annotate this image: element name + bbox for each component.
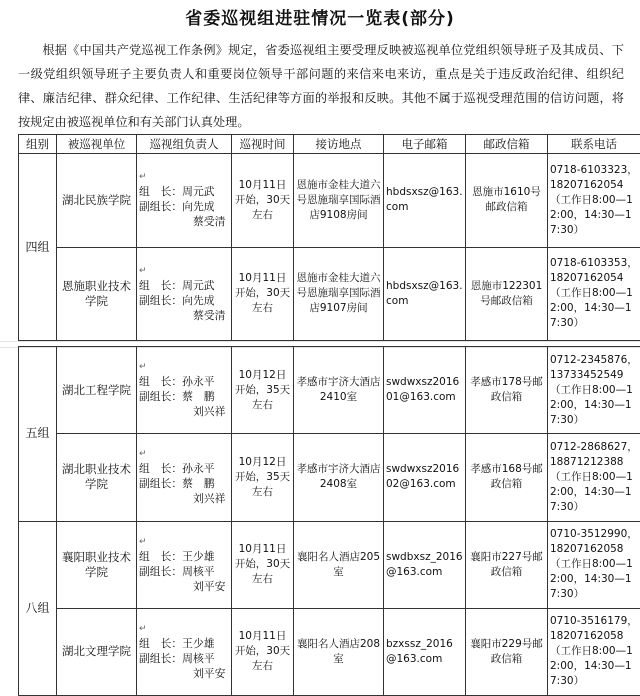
email-address: hbdsxsz@163.com <box>384 247 466 341</box>
contact-phone: 0718-6103353，18207162054（工作日8:00—12:00，14:30—17:30） <box>548 247 640 341</box>
reception-location: 孝感市宇济大酒店2408室 <box>294 434 384 521</box>
return-mark-icon: ↵ <box>139 449 147 460</box>
leader-cell <box>137 347 232 434</box>
leader-deputy: 副组长：蔡 鹏 <box>139 390 215 404</box>
group-name: 四组 <box>19 154 57 341</box>
leader-cell <box>137 521 232 608</box>
header-email: 电子邮箱 <box>384 135 466 154</box>
email-address: swdwxsz201602@163.com <box>384 434 466 521</box>
leader-deputy-2: 刘平安 <box>193 579 226 593</box>
group-name: 八组 <box>19 521 57 696</box>
header-unit: 被巡视单位 <box>57 135 137 154</box>
email-address: hbdsxsz@163.com <box>384 154 466 248</box>
reception-location: 襄阳名人酒店208室 <box>294 608 384 695</box>
inspection-time: 10月12日开始，35天左右 <box>232 347 294 434</box>
unit-name: 襄阳职业技术学院 <box>57 521 137 608</box>
reception-location: 恩施市金桂大道六号恩施瑞享国际酒店9107房间 <box>294 247 384 341</box>
reception-location: 襄阳名人酒店205室 <box>294 521 384 608</box>
inspection-time: 10月11日开始，30天左右 <box>232 608 294 695</box>
table-row <box>19 521 640 608</box>
contact-phone: 0710-3512990，18207162058（工作日8:00—12:00，14:30—17:30） <box>548 521 640 608</box>
leader-chief: 组 长：王少雄 <box>139 636 215 650</box>
po-box: 襄阳市227号邮政信箱 <box>466 521 548 608</box>
header-phone: 联系电话 <box>548 135 640 154</box>
leader-deputy: 副组长：周核平 <box>139 651 215 665</box>
return-mark-icon: ↵ <box>139 536 147 547</box>
table-row <box>19 154 640 248</box>
header-location: 接访地点 <box>294 135 384 154</box>
return-mark-icon: ↵ <box>139 362 147 373</box>
reception-location: 恩施市金桂大道六号恩施瑞享国际酒店9108房间 <box>294 154 384 248</box>
table-row <box>19 434 640 521</box>
unit-name: 恩施职业技术学院 <box>57 247 137 341</box>
leader-chief: 组 长：孙永平 <box>139 462 215 476</box>
leader-deputy-2: 蔡受清 <box>193 215 226 229</box>
leader-cell <box>137 608 232 695</box>
po-box: 恩施市122301号邮政信箱 <box>466 247 548 341</box>
unit-name: 湖北工程学院 <box>57 347 137 434</box>
po-box: 孝感市168号邮政信箱 <box>466 434 548 521</box>
unit-name: 湖北职业技术学院 <box>57 434 137 521</box>
inspection-time: 10月11日开始，30天左右 <box>232 154 294 248</box>
po-box: 孝感市178号邮政信箱 <box>466 347 548 434</box>
return-mark-icon: ↵ <box>139 265 147 276</box>
contact-phone: 0712-2345876，13733452549（工作日8:00—12:00，14:30—17:30） <box>548 347 640 434</box>
leader-deputy-2: 刘兴祥 <box>193 492 226 506</box>
return-mark-icon: ↵ <box>139 623 147 634</box>
header-group: 组别 <box>19 135 57 154</box>
document-title: 省委巡视组进驻情况一览表(部分) <box>185 9 455 29</box>
header-time: 巡视时间 <box>232 135 294 154</box>
contact-phone: 0712-2868627，18871212388（工作日8:00—12:00，14:30—17:30） <box>548 434 640 521</box>
unit-name: 湖北民族学院 <box>57 154 137 248</box>
leader-deputy-2: 刘平安 <box>193 666 226 680</box>
leader-cell <box>137 247 232 341</box>
inspection-time: 10月12日开始，35天左右 <box>232 434 294 521</box>
unit-name: 湖北文理学院 <box>57 608 137 695</box>
leader-deputy: 副组长：向先成 <box>139 293 215 307</box>
email-address: bzxssz_2016@163.com <box>384 608 466 695</box>
table-row <box>19 608 640 695</box>
table-header-row <box>19 135 640 154</box>
contact-phone: 0710-3516179，18207162058（工作日8:00—12:00，14:30—17:30） <box>548 608 640 695</box>
leader-deputy: 副组长：周核平 <box>139 564 215 578</box>
leader-chief: 组 长：周元武 <box>139 278 215 292</box>
leader-deputy: 副组长：向先成 <box>139 200 215 214</box>
email-address: swdbxsz_2016@163.com <box>384 521 466 608</box>
po-box: 襄阳市229号邮政信箱 <box>466 608 548 695</box>
leader-cell <box>137 434 232 521</box>
leader-deputy-2: 刘兴祥 <box>193 405 226 419</box>
leader-chief: 组 长：周元武 <box>139 185 215 199</box>
reception-location: 孝感市宇济大酒店2410室 <box>294 347 384 434</box>
table-row <box>19 247 640 341</box>
po-box: 恩施市1610号邮政信箱 <box>466 154 548 248</box>
leader-cell <box>137 154 232 248</box>
leader-deputy: 副组长：蔡 鹏 <box>139 477 215 491</box>
inspection-time: 10月11日开始，30天左右 <box>232 521 294 608</box>
leader-chief: 组 长：王少雄 <box>139 549 215 563</box>
contact-phone: 0718-6103323，18207162054（工作日8:00—12:00，14:30—17:30） <box>548 154 640 248</box>
leader-deputy-2: 蔡受清 <box>193 308 226 322</box>
return-mark-icon: ↵ <box>139 172 147 183</box>
inspection-table-part-2 <box>18 346 640 696</box>
email-address: swdwxsz201601@163.com <box>384 347 466 434</box>
group-name: 五组 <box>19 347 57 522</box>
intro-paragraph: 根据《中国共产党巡视工作条例》规定，省委巡视组主要受理反映被巡视单位党组织领导班子及其成员、下一级党组织领导班子主要负责人和重要岗位领导干部问题的来信来电来访，重点是关于违反政治纪律、组织纪律、廉洁纪律、群众纪律、工作纪律、生活纪律等方面的举报和反映。其他不属于巡视受理范围的信访问题，将按规定由被巡视单位和有关部门认真处理。 <box>18 43 624 129</box>
header-pobox: 邮政信箱 <box>466 135 548 154</box>
inspection-time: 10月11日开始，30天左右 <box>232 247 294 341</box>
table-row <box>19 347 640 434</box>
leader-chief: 组 长：孙永平 <box>139 375 215 389</box>
header-leader: 巡视组负责人 <box>137 135 232 154</box>
inspection-table-part-1 <box>18 134 640 341</box>
